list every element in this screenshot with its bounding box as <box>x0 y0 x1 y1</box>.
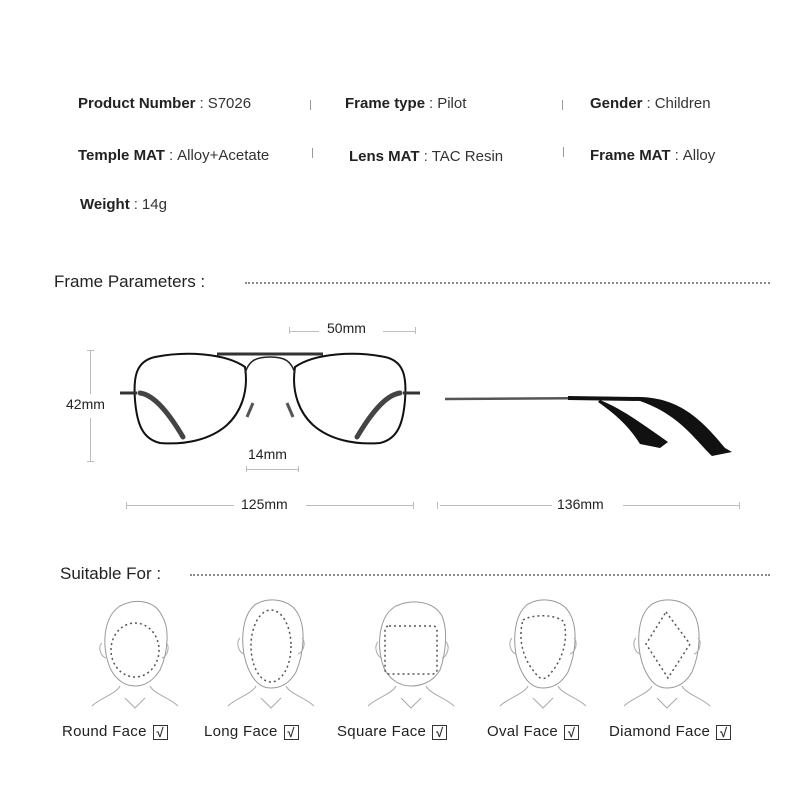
dim-line <box>306 505 414 506</box>
spec-frame-mat: Frame MAT : Alloy <box>590 147 716 164</box>
dim-line <box>126 505 234 506</box>
spec-value: Children <box>654 95 711 112</box>
checkbox-checked: √ <box>153 725 168 740</box>
spec-key: Gender <box>590 95 643 112</box>
divider <box>563 147 564 157</box>
spec-key: Frame MAT <box>590 147 671 164</box>
dim-line <box>289 331 319 332</box>
divider <box>310 100 311 110</box>
lens-height-label: 42mm <box>66 396 105 412</box>
spec-key: Temple MAT <box>78 147 165 164</box>
dim-line <box>440 505 552 506</box>
lens-width-label: 50mm <box>327 320 366 336</box>
dim-line <box>623 505 739 506</box>
spec-product-number: Product Number : S7026 <box>78 95 252 112</box>
divider <box>312 148 313 158</box>
oval-face-icon <box>488 598 598 710</box>
spec-value: S7026 <box>207 95 252 112</box>
spec-temple-mat: Temple MAT : Alloy+Acetate <box>78 147 270 164</box>
dim-tick <box>298 466 299 472</box>
checkbox-checked: √ <box>716 725 731 740</box>
bridge-width-label: 14mm <box>248 446 287 462</box>
dim-line <box>246 469 299 470</box>
spec-value: Alloy <box>682 147 716 164</box>
spec-key: Product Number <box>78 95 196 112</box>
dim-tick <box>415 327 416 334</box>
face-option-diamond: Diamond Face √ <box>609 723 731 740</box>
dim-line <box>90 350 91 394</box>
spec-key: Frame type <box>345 95 426 112</box>
spec-weight: Weight : 14g <box>80 196 167 213</box>
dim-tick <box>87 461 94 462</box>
spec-frame-type: Frame type : Pilot <box>345 95 467 112</box>
temple-length-label: 136mm <box>557 496 604 512</box>
face-option-oval: Oval Face √ <box>487 723 579 740</box>
spec-value: Alloy+Acetate <box>177 147 270 164</box>
spec-value: 14g <box>141 196 167 213</box>
long-face-icon <box>216 598 326 710</box>
dotted-divider <box>190 574 770 576</box>
diamond-face-icon <box>612 598 722 710</box>
face-option-square: Square Face √ <box>337 723 447 740</box>
face-option-round: Round Face √ <box>62 723 168 740</box>
checkbox-checked: √ <box>564 725 579 740</box>
frame-parameters-title: Frame Parameters : <box>54 272 206 291</box>
spec-gender: Gender : Children <box>590 95 711 112</box>
dim-line <box>90 418 91 461</box>
divider <box>562 100 563 110</box>
dim-line <box>383 331 416 332</box>
spec-key: Weight <box>80 196 130 213</box>
round-face-icon <box>80 598 190 710</box>
dim-tick <box>739 502 740 509</box>
checkbox-checked: √ <box>284 725 299 740</box>
spec-key: Lens MAT <box>349 148 420 165</box>
frame-width-label: 125mm <box>241 496 288 512</box>
spec-lens-mat: Lens MAT : TAC Resin <box>349 148 504 165</box>
dim-tick <box>413 502 414 509</box>
suitable-for-title: Suitable For : <box>60 564 162 583</box>
dotted-divider <box>245 282 770 284</box>
face-option-long: Long Face √ <box>204 723 299 740</box>
temple-side-view-icon <box>440 380 750 460</box>
square-face-icon <box>356 598 466 710</box>
spec-value: TAC Resin <box>431 148 504 165</box>
dim-tick <box>437 502 438 509</box>
checkbox-checked: √ <box>432 725 447 740</box>
spec-value: Pilot <box>437 95 467 112</box>
